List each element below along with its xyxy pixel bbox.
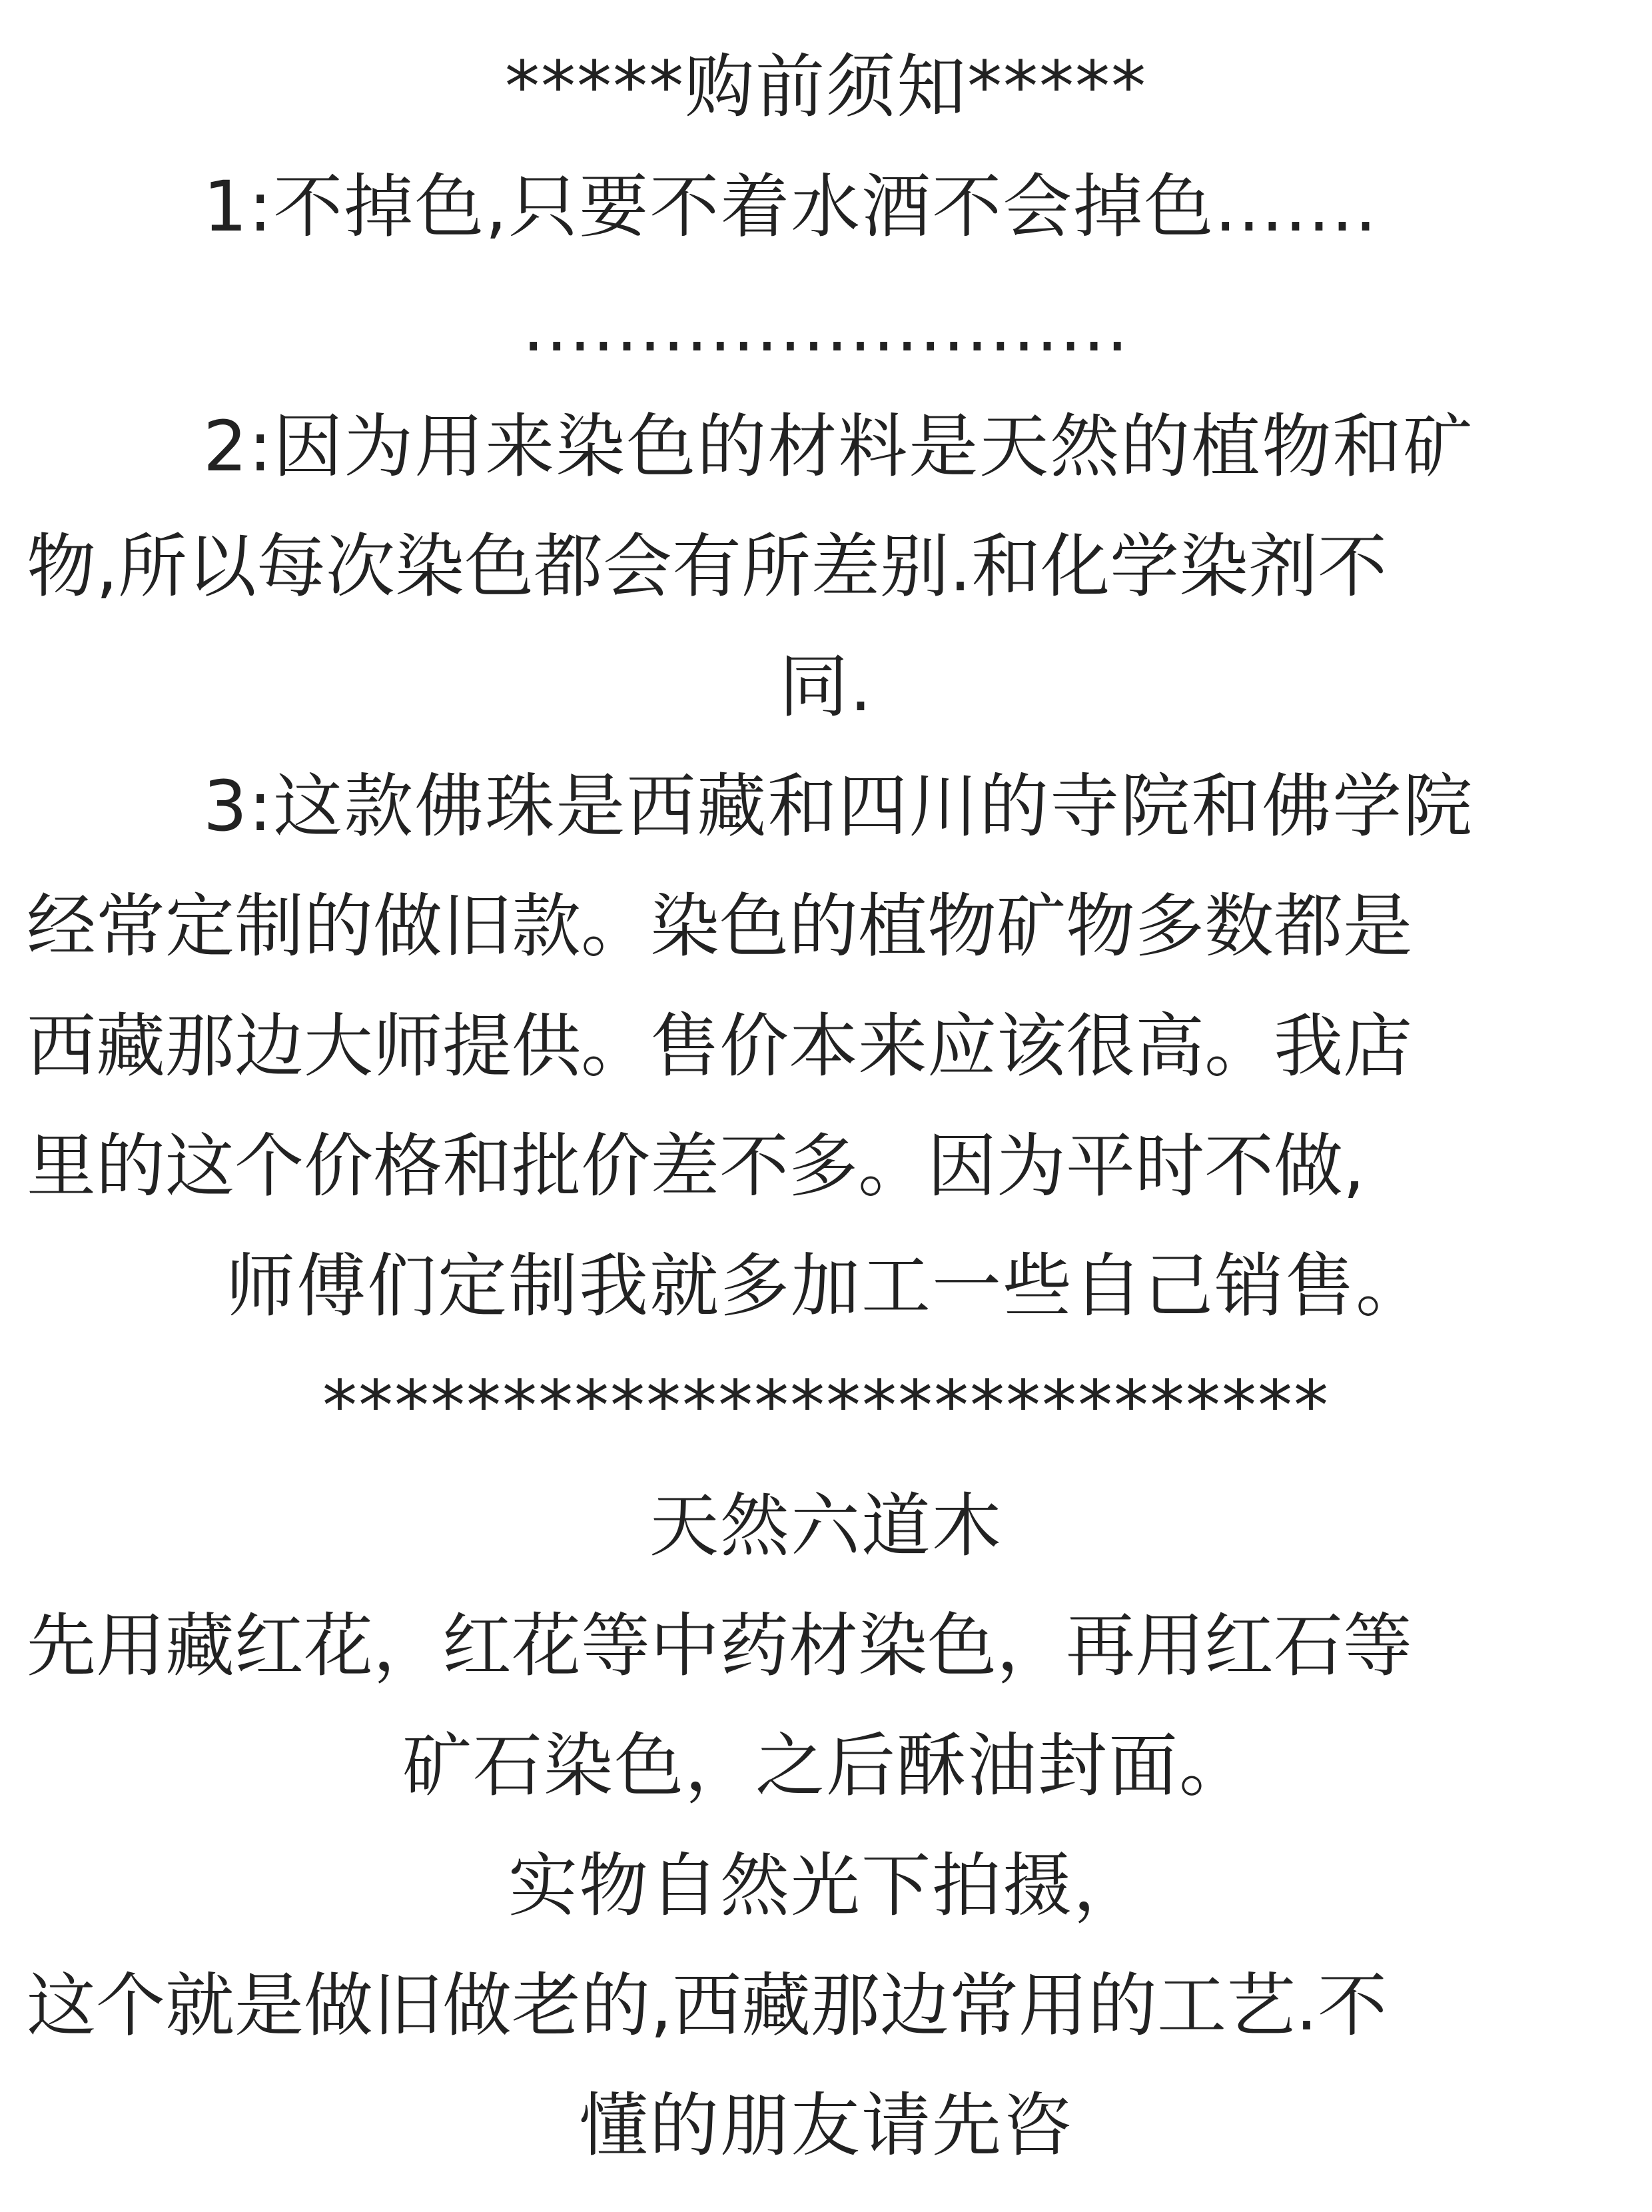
craft-note-line-2: 懂的朋友请先咨 — [578, 2085, 1073, 2166]
product-description-line-2: 矿石染色，之后酥油封面。 — [402, 1725, 1250, 1806]
purchase-notice-text — [27, 0, 1625, 2212]
notice-item-3: 3:这款佛珠是西藏和四川的寺院和佛学院 — [203, 766, 1474, 847]
product-description-line-1: 先用藏红花，红花等中药材染色，再用红石等 — [27, 1605, 1413, 1686]
notice-item-1-continued: .......................... — [522, 286, 1130, 367]
notice-item-3-line-3: 西藏那边大师提供。售价本来应该很高。我店 — [27, 1005, 1413, 1087]
notice-item-2-line-3: 同. — [779, 646, 873, 727]
notice-item-3-line-5: 师傅们定制我就多加工一些自己销售。 — [225, 1245, 1426, 1327]
notice-item-3-line-4: 里的这个价格和批价差不多。因为平时不做, — [27, 1125, 1366, 1207]
notice-item-3-line-2: 经常定制的做旧款。染色的植物矿物多数都是 — [27, 885, 1413, 967]
product-name: 天然六道木 — [649, 1485, 1003, 1566]
notice-heading: *****购前须知***** — [504, 46, 1147, 127]
notice-item-2-line-2: 物,所以每次染色都会有所差别.和化学染剂不 — [27, 526, 1388, 607]
craft-note-line-1: 这个就是做旧做老的,西藏那边常用的工艺.不 — [27, 1965, 1388, 2046]
notice-divider: **************************** — [322, 1365, 1330, 1446]
notice-item-2: 2:因为用来染色的材料是天然的植物和矿 — [203, 406, 1474, 487]
notice-item-1: 1:不掉色,只要不着水酒不会掉色....... — [203, 166, 1378, 247]
photo-note: 实物自然光下拍摄， — [508, 1845, 1144, 1926]
